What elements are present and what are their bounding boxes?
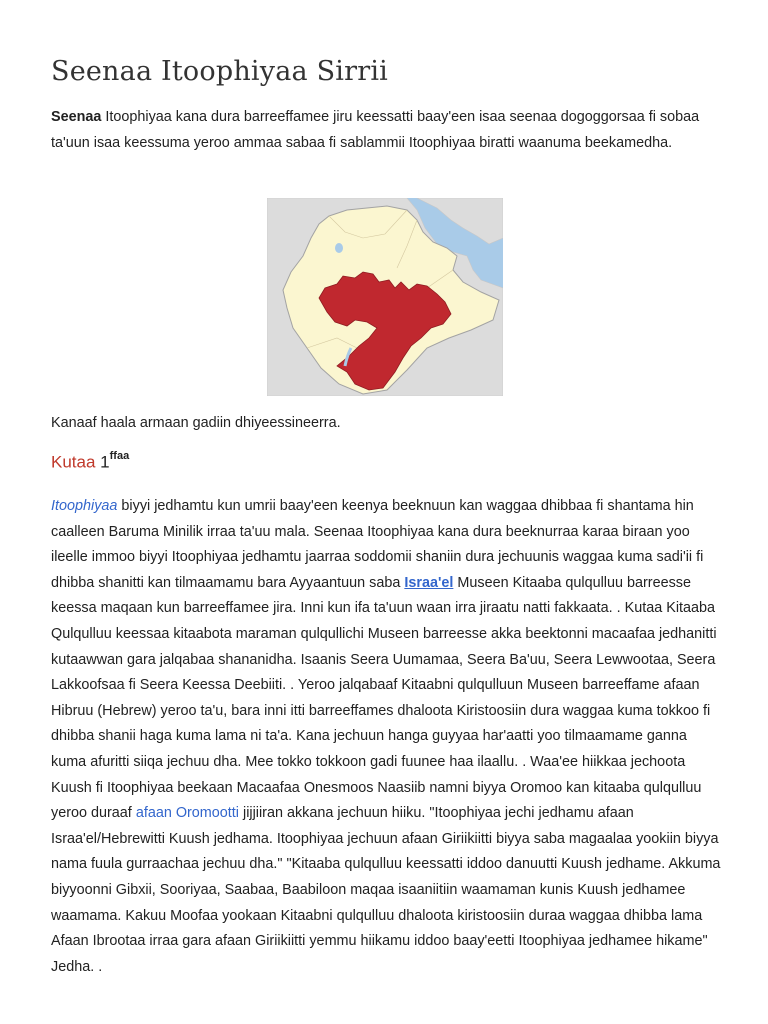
intro-bold-word: Seenaa: [51, 109, 102, 125]
paragraph-text-1: biyyi jedhamtu kun umrii baay'een keenya beeknuun kan waggaa dhibbaa fi shantama hin caalleen Baruma Minilik irraa ta'uu mala. Seenaa Itoophiyaa kana dura beeknurraa karaa biraan yoo ileelle immoo biyyi Itoophiyaa jedhamtu jaarraa soddomii shaniin dura jechuunis waggaa kuma sadi'ii fi dhibba shanitti kan tilmaamamu bara Ayyaantuun saba: [51, 498, 704, 591]
body-paragraph: [51, 494, 723, 980]
section-heading: [51, 452, 129, 473]
ethiopia-region-map: [267, 198, 503, 396]
page-title: Seenaa Itoophiyaa Sirrii: [51, 56, 389, 87]
intro-closing-line: Kanaaf haala armaan gadiin dhiyeessineerra.: [51, 415, 341, 431]
intro-text: Itoophiyaa kana dura barreeffamee jiru keessatti baay'een isaa seenaa dogoggorsaa fi sobaa ta'uun isaa keessuma yeroo ammaa sabaa fi sablammii Itoophiyaa biratti waanuma beekamedha.: [51, 109, 700, 151]
section-suffix: ffaa: [109, 450, 130, 462]
section-word: Kutaa: [51, 452, 96, 472]
link-itoophiyaa[interactable]: Itoophiyaa: [51, 498, 118, 514]
link-israael[interactable]: Israa'el: [404, 574, 454, 591]
link-afaan-oromootti[interactable]: afaan Oromootti: [135, 805, 239, 822]
section-number: 1: [95, 452, 110, 472]
paragraph-text-3: jijjiiran akkana jechuun hiiku. "Itoophiyaa jechi jedhamu afaan Israa'el/Hebrewitti Kuush jedhama. Itoophiyaa jechuun afaan Giriikiitti biyya saba magaalaa yookiin biyya nama fuula gurraachaa jechuu dha." "Kitaaba qulqulluu keessatti iddoo danuutti Kuush jedhame. Akkuma biyyoonni Gibxii, Sooriyaa, Saabaa, Baabiloon maqaa isaaniitiin waamaman kunis Kuush jedhamee waamama. Kakuu Moofaa yookaan Kitaabni qulqulluu dhaloota kiristoosiin duraa waggaa dhibba lama Afaan Ibrootaa irraa gara afaan Giriikiitti yemmu hiikamu iddoo baay'eetti Itoophiyaa jedhamee hikame" Jedha. .: [51, 805, 721, 975]
map-lake-north: [335, 243, 343, 253]
intro-paragraph: [51, 104, 721, 156]
paragraph-text-2: Museen Kitaaba qulqulluu barreesse keessa maqaan kun barreeffamee jira. Inni kun ifa ta'uun waan irra jiraatu natti fakkaata. . Kutaa Kitaaba Qulqulluu keessaa kitaabota maraman qulqullichi Museen barreesse akka beektonni macaafaa jedhanitti kutaawwan gara jalqabaa shananidha. Isaanis Seera Uumamaa, Seera Ba'uu, Seera Lewwootaa, Seera Lakkoofsaa fi Seera Keessa Deebiiti. . Yeroo jalqabaaf Kitaabni qulqulluun Museen barreeffame afaan Hibruu (Hebrew) yeroo ta'u, bara inni itti barreeffames dhaloota Kiristoosiin dura waggaa kuma tokkoo fi dhibba shanii haga kuma lama ni ta'a. Kana jechuun hanga guyyaa har'aatti yoo tilmaamame ganna kuma afuritti siiqa jechuu dha. Mee tokko tokkoon gadi fuunee haa ilaallu. . Waa'ee hiikkaa jechoota Kuush fi Itoophiyaa beekaan Macaafaa Onesmoos Naasiib namni biyya Oromoo kan kitaaba qulqulluu yeroo duraaf: [51, 574, 717, 822]
